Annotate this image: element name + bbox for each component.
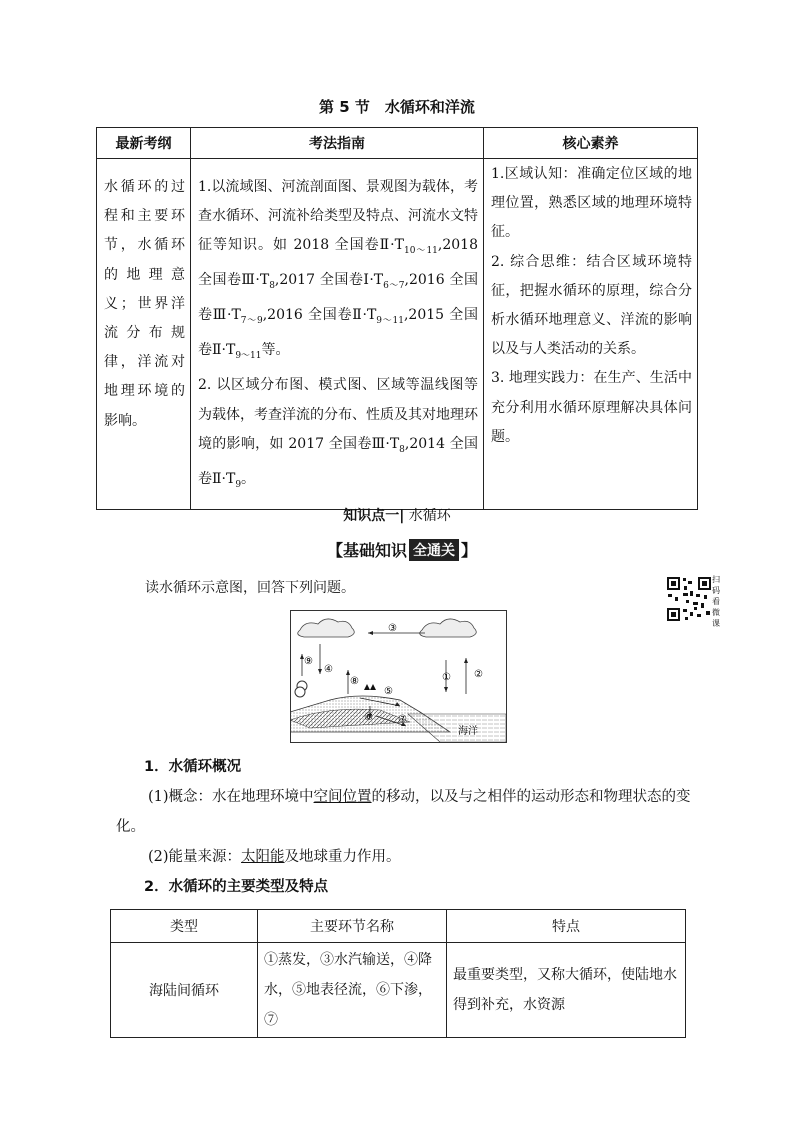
page-title: 第 5 节 水循环和洋流 [319, 98, 475, 116]
method-text-2: 2. 以区域分布图、模式图、区域等温线图等为载体，考查洋流的分布、性质及其对地理环境的影响，如 2017 全国卷$Ⅲ\cdot T_8,2014$ 全国卷$Ⅱ\cdot T_9$。 [198, 377, 478, 490]
label-9: ⑨ [304, 656, 313, 667]
label-8: ⑧ [350, 676, 359, 687]
knowledge-point-heading: 知识点一| 水循环 [343, 508, 451, 524]
qr-caption: 扫码看微课 [712, 575, 720, 628]
water-cycle-diagram [290, 610, 507, 743]
label-6: ⑥ [364, 712, 373, 723]
exam-outline-table [96, 127, 698, 510]
syllabus-text: 水循环的过程和主要环节，水循环的地理意义；世界洋流分布规律，洋流对地理环境的影响。 [104, 179, 185, 429]
sec2-heading: 2．水循环的主要类型及特点 [144, 879, 329, 895]
literacy-3: 3. 地理实践力：在生产、生活中充分利用水循环原理解决具体问题。 [491, 370, 692, 445]
header-method: 考法指南 [191, 128, 484, 159]
header-type: 类型 [111, 910, 258, 943]
concept-paragraph: (1)概念：水在地理环境中空间位置的移动，以及与之相伴的运动形态和物理状态的变化。 [116, 789, 691, 835]
cycle-types-table [110, 909, 686, 1038]
label-2: ② [474, 669, 483, 680]
header-syllabus: 最新考纲 [97, 128, 191, 159]
label-4: ④ [324, 664, 333, 675]
header-feature: 特点 [447, 910, 686, 943]
row-links: ①蒸发，③水汽输送，④降水，⑤地表径流，⑥下渗，⑦ [258, 943, 447, 1038]
label-1: ① [442, 672, 451, 683]
label-7: ⑦ [398, 714, 407, 725]
ocean-label: 海洋 [458, 726, 478, 737]
literacy-1: 1.区域认知：准确定位区域的地理位置，熟悉区域的地理环境特征。 [491, 166, 692, 241]
sec1-heading: 1．水循环概况 [144, 759, 242, 775]
label-3: ③ [388, 623, 397, 634]
method-text-1: 1.以流域图、河流剖面图、景观图为载体，考查水循环、河流补给类型及特点、河流水文特征等知识。如 2018 全国卷$Ⅱ\cdot T_{10\sim 11},2018$ 全国卷$Ⅲ\cdot T_8,2017$ 全国卷$Ⅰ\cdot T_{6\sim 7},2016$ 全国卷$Ⅲ\cdot T_{7\sim 9},2016$ 全国卷$Ⅱ\cdot T_{9\sim 11},2015$ 全国卷$Ⅱ\cdot T_{9\sim 11}$等。 [198, 179, 479, 362]
energy-paragraph: (2)能量来源：太阳能及地球重力作用。 [148, 849, 401, 865]
basics-banner: 【基础知识 全通关 】 [327, 538, 477, 561]
label-5: ⑤ [384, 686, 393, 697]
row-type: 海陆间循环 [111, 943, 258, 1038]
row-feature: 最重要类型，又称大循环，使陆地水得到补充，水资源 [447, 943, 686, 1038]
header-literacy: 核心素养 [484, 128, 698, 159]
literacy-2: 2. 综合思维：结合区域环境特征，把握水循环的原理，综合分析水循环地理意义、洋流的影响以及与人类活动的关系。 [491, 253, 692, 358]
header-links: 主要环节名称 [258, 910, 447, 943]
intro-text: 读水循环示意图，回答下列问题。 [145, 580, 355, 596]
qr-code-icon[interactable] [666, 576, 712, 622]
